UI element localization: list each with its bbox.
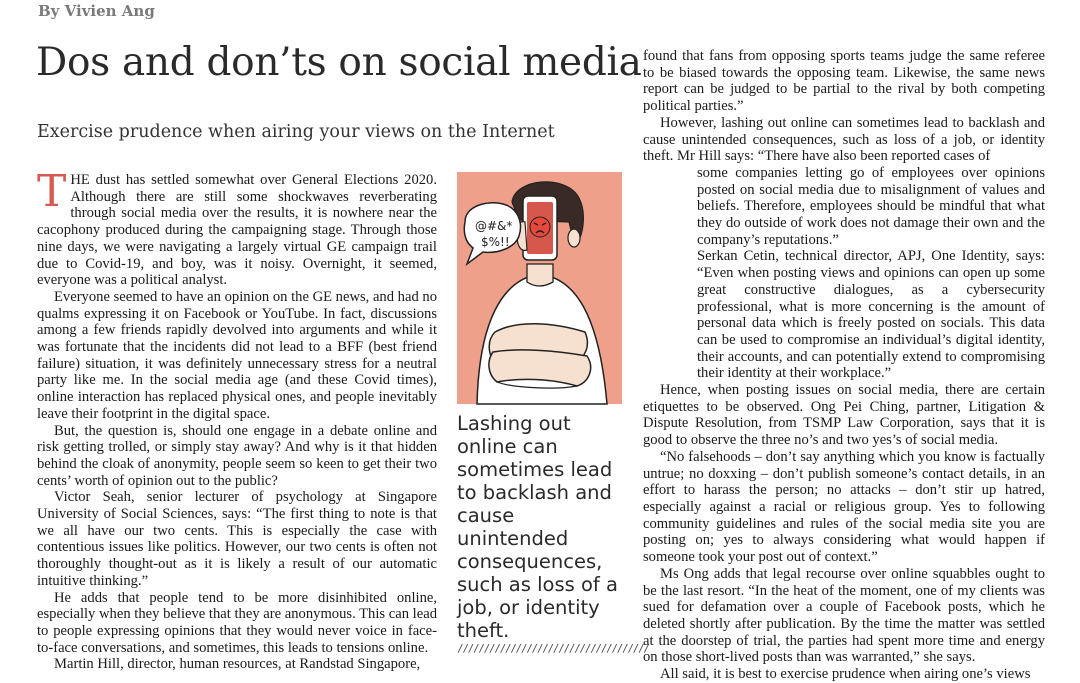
paragraph: He adds that people tend to be more disinhibited online, especially when they believe that they are anonymous. This can lead to people expressing opinions that they would never voice in face-to-face conversations, and sometimes, this leads to tensions online. xyxy=(37,589,437,656)
paragraph: Ms Ong adds that legal recourse over online squabbles ought to be the last resort. “In the heat of the moment, one of my clients was sued for defamation over a couple of Facebook posts, which he deleted shortly after publication. By the time the matter was settled at the doorstep of trial, the parties had spent more time and energy on those short-lived posts than was warranted,” she says. xyxy=(643,565,1045,666)
speech-text-line-2: $%!! xyxy=(481,235,510,249)
headline: Dos and don’ts on social media xyxy=(36,40,642,85)
paragraph: found that fans from opposing sports teams judge the same referee to be biased towards the opposing team. Likewise, the same news report can be judged to be partial to the rival by both competing political parties.” xyxy=(643,48,1045,115)
drop-cap: T xyxy=(37,166,67,217)
paragraph xyxy=(37,166,437,289)
article-column-right xyxy=(643,48,1045,683)
paragraph-indented: some companies letting go of employees over opinions posted on social media due to misalignment of values and beliefs. Therefore, employees should be mindful that what they do outside of work does not damage their own and the company’s reputations.” xyxy=(697,164,1045,248)
illustration-svg xyxy=(457,172,622,404)
paragraph-text: HE dust has settled somewhat over General Elections 2020. Although there are still some shockwaves reverberating through social media over the results, it is nowhere near the cacophony produced during the campaigning stage. Through those nine days, we were navigating a largely virtual GE campaign trail due to Covid-19, and boy, was it noisy. Overnight, it seemed, everyone was a political analyst. xyxy=(37,172,437,289)
paragraph: However, lashing out online can sometimes lead to backlash and cause unintended consequences, such as loss of a job, or identity theft. Mr Hill says: “There have also been reported cases of xyxy=(643,114,1045,165)
paragraph: But, the question is, should one engage in a debate online and risk getting trolled, or simply stay away? And why is it that hidden behind the cloak of anonymity, people seem so keen to get their two cents’ worth of opinion out to the public? xyxy=(37,422,437,489)
illustration-angry-phone-man xyxy=(457,172,622,404)
paragraph: “No falsehoods – don’t say anything which you know is factually untrue; no doxxing – don’t publish someone’s contact details, in an effort to harass the person; no attacks – don’t stir up hatred, especially against a racial or religious group. Yes to following community guidelines and rules of the social media site you are posting on; yes to always considering what would happen if someone took your post out of context.” xyxy=(643,448,1045,566)
pull-quote: Lashing out online can sometimes lead to backlash and cause unintended consequences, such as loss of a job, or identity theft. xyxy=(457,412,618,642)
paragraph: Victor Seah, senior lecturer of psychology at Singapore University of Social Sciences, says: “The first thing to note is that we all have our two cents. This is especially the case with contentious issues like politics. However, our two cents is often not thoroughly thought-out as it is likely a result of our automatic intuitive thinking.” xyxy=(37,489,437,589)
article-column-left xyxy=(37,166,437,673)
paragraph: Martin Hill, director, human resources, at Randstad Singapore, xyxy=(54,656,421,673)
paragraph: Everyone seemed to have an opinion on the GE news, and had no qualms expressing it on Facebook or YouTube. In fact, discussions among a few friends rapidly devolved into arguments and while it was fortunate that the incidents did not lead to a BFF (best friend failure) situation, it was definitely unnecessary stress for a neutral party like me. In the social media age (and these Covid times), online interaction has replaced physical ones, and people inevitably leave their footprint in the digital space. xyxy=(37,288,437,422)
paragraph-indented: Serkan Cetin, technical director, APJ, One Identity, says: “Even when posting views and opinions can open up some great constructive dialogues, as a cybersecurity professional, what is more concerning is the amount of personal data which is freely posted on socials. This data can be used to compromise an individual’s digital identity, their accounts, and can potentially extend to compromising their identity at their workplace.” xyxy=(697,248,1045,382)
paragraph: Hence, when posting issues on social media, there are certain etiquettes to be observed. Ong Pei Ching, partner, Litigation & Dispute Resolution, from TSMP Law Corporation, says that it is good to observe the three no’s and two yes’s of social media. xyxy=(643,382,1045,449)
speech-text-line-1: @#&* xyxy=(475,219,513,233)
paragraph: All said, it is best to exercise prudence when airing one’s views xyxy=(660,666,1031,683)
decorative-divider: //////////////////////////////////// xyxy=(457,642,649,655)
byline: By Vivien Ang xyxy=(38,2,155,20)
subheadline: Exercise prudence when airing your views on the Internet xyxy=(37,122,555,142)
